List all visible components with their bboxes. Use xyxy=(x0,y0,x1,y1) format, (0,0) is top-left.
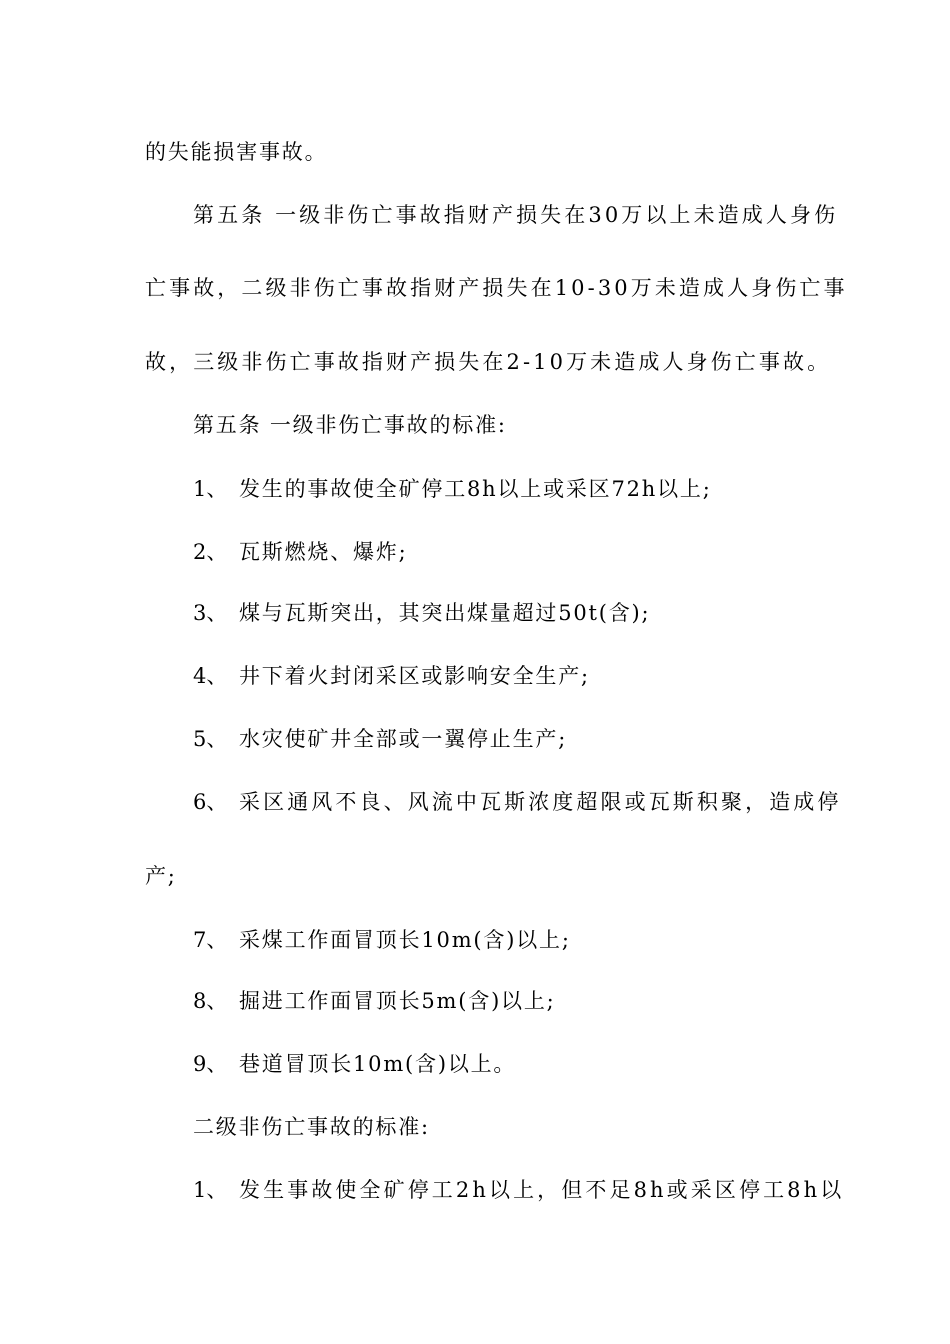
article-5-heading: 第五条 一级非伤亡事故的标准: xyxy=(193,413,507,437)
paragraph-line: 故，三级非伤亡事故指财产损失在2-10万未造成人身伤亡事故。 xyxy=(145,350,832,374)
list-item-text: 巷道冒顶长10m(含)以上。 xyxy=(239,1052,517,1076)
list-item-text: 瓦斯燃烧、爆炸; xyxy=(239,540,408,564)
list-item-number: 9、 xyxy=(193,1052,228,1076)
list-item-number: 4、 xyxy=(193,664,228,688)
list-item-number: 7、 xyxy=(193,928,228,952)
list-item xyxy=(193,661,810,691)
list-item xyxy=(193,986,810,1016)
list-item-number: 1、 xyxy=(193,1178,228,1202)
list-item-text: 采区通风不良、风流中瓦斯浓度超限或瓦斯积聚，造成停 xyxy=(239,790,842,814)
list-item-number: 1、 xyxy=(193,477,228,501)
list-item xyxy=(193,537,810,567)
list-item-number: 2、 xyxy=(193,540,228,564)
list-item-text: 产; xyxy=(145,864,177,888)
list-item-text: 水灾使矿井全部或一翼停止生产; xyxy=(239,727,568,751)
list-item xyxy=(193,598,810,628)
list-item-number: 6、 xyxy=(193,790,228,814)
list-item-text: 煤与瓦斯突出，其突出煤量超过50t(含); xyxy=(239,601,651,625)
article-5-line: 第五条 一级非伤亡事故指财产损失在30万以上未造成人身伤 xyxy=(193,203,839,227)
list-item-text: 发生事故使全矿停工2h以上，但不足8h或采区停工8h以 xyxy=(239,1178,845,1202)
list-item xyxy=(193,1049,810,1079)
paragraph-line: 亡事故，二级非伤亡事故指财产损失在10-30万未造成人身伤亡事 xyxy=(145,276,848,300)
list-item-number: 3、 xyxy=(193,601,228,625)
list-item xyxy=(193,474,810,504)
list-item-text: 发生的事故使全矿停工8h以上或采区72h以上; xyxy=(239,477,712,501)
list-item-number: 8、 xyxy=(193,989,228,1013)
list-item-text: 井下着火封闭采区或影响安全生产; xyxy=(239,664,590,688)
level-2-heading: 二级非伤亡事故的标准: xyxy=(193,1115,430,1139)
list-item xyxy=(193,925,810,955)
list-item xyxy=(193,1175,845,1205)
list-item xyxy=(193,724,810,754)
list-item-text: 掘进工作面冒顶长5m(含)以上; xyxy=(239,989,556,1013)
list-item-number: 5、 xyxy=(193,727,228,751)
list-item-text: 采煤工作面冒顶长10m(含)以上; xyxy=(239,928,571,952)
list-item-continuation xyxy=(145,861,810,891)
paragraph-line: 的失能损害事故。 xyxy=(145,140,328,164)
list-item xyxy=(193,787,842,817)
